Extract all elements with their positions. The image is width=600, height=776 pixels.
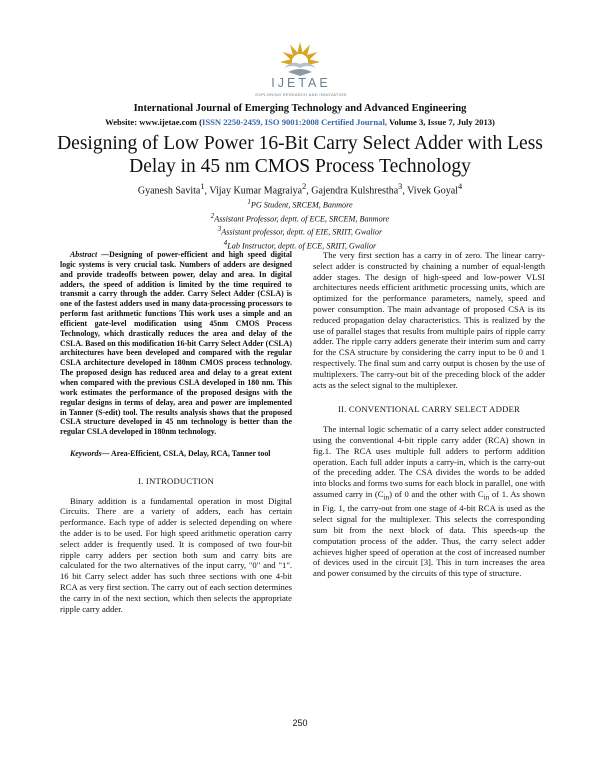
- author-sup: 4: [457, 182, 463, 191]
- abstract-label: Abstract: [70, 250, 98, 259]
- author-name: Gyanesh Savita: [137, 185, 201, 197]
- page-number: 250: [292, 718, 308, 728]
- keywords-label: Keywords—: [70, 449, 110, 459]
- author-name: Gajendra Kulshrestha: [311, 185, 399, 197]
- affiliation: $^1$PG Student, SRCEM, Banmore: [247, 199, 353, 210]
- right-column: [313, 250, 545, 579]
- author-list: Gyanesh Savita$^1$, Vijay Kumar Magraiya$^2$, Gajendra Kulshrestha$^3$, Vivek Goyal$^4$: [137, 182, 463, 197]
- keywords-text: Area-Efficient, CSLA, Delay, RCA, Tanner tool: [109, 449, 271, 459]
- affiliation-list: [0, 197, 600, 252]
- abstract-text: —Designing of power-efficient and high speed digital logic systems is very crucial task. Numbers of adders are designed and provide tradeoffs between power, delay and area. In digital adders, the speed of addition is limited by the time required to transmit a carry through the adder. Carry Select Adder (CSLA) is one of the fastest adders used in many data-processing processors to perform fast arithmetic functions This work uses a simple and an efficient gate-level modification using 45nm CMOS Process Technology, which drastically reduces the area and delay of the CSLA. Based on this modification 16-bit Carry Select Adder (CSLA) architectures have been developed and compared with the regular CSLA architecture developed in 180nm CMOS process technology. The proposed design has reduced area and delay to a great extent when compared with the previous CSLA developed in 180 nm. This work estimates the performance of the proposed designs with the regular designs in terms of delay, area and power are implemented in Tanner (S-edit) tool. The results analysis shows that the proposed CSLA structure developed in 45 nm technology is better than the regular CSLA developed in 180nm technology.: [60, 250, 292, 437]
- author-sup: 1: [200, 182, 205, 191]
- logo-subtext: EXPLORING RESEARCH AND INNOVATION: [255, 92, 347, 97]
- abstract: [60, 250, 292, 437]
- author-sup: 3: [398, 182, 403, 191]
- section-heading-conventional-csa: II. CONVENTIONAL CARRY SELECT ADDER: [337, 404, 521, 415]
- logo-text: IJETAE: [271, 76, 331, 90]
- paper-title: Designing of Low Power 16-Bit Carry Select Adder with Less Delay in 45 nm CMOS Process Technology: [57, 133, 543, 177]
- left-column: [60, 250, 292, 614]
- journal-website: [0, 117, 600, 127]
- affiliation: $^3$Assistant professor, deptt. of EIE, SRIIT, Gwalior: [217, 226, 383, 238]
- affiliation: $^4$Lab Instructor, deptt. of ECE, SRIIT, Gwalior: [223, 240, 377, 251]
- author-name: Vijay Kumar Magraiya: [209, 185, 303, 197]
- author-sup: 2: [302, 182, 307, 191]
- website-suffix: Volume 3, Issue 7, July 2013): [386, 117, 495, 127]
- right-paragraph-2: The internal logic schematic of a carry select adder constructed using the conventional 4-bit ripple carry adder (RCA) shown in fig.1. The RCA uses multiple full adders to perform addition operation. Each full adder inputs a carry-in, which is the carry-out of the preceding adder. The CSA divides the words to be added into blocks and forms two sums for each block in parallel, one with assumed carry in $(C_{in})$ of 0 and the other with $C_{in}$ of 1. As shown in Fig. 1, the carry-out from one stage of 4-bit RCA is used as the select signal for the multiplexer. This selects the corresponding sum bit from the next block of data. This speeds-up the computation process of the adder. Thus, the carry select adder achieves higher speed of operation at the cost of increased number of devices used in the circuit [3]. This in turn increases the area and power consumed by the circuits of this type of structure.: [313, 424, 545, 579]
- author-name: Vivek Goyal: [407, 185, 458, 197]
- website-prefix: Website: www.ijetae.com (: [105, 117, 202, 127]
- keywords: [60, 449, 292, 459]
- affiliation: $^2$Assistant Professor, deptt. of ECE, SRCEM, Banmore: [210, 212, 390, 224]
- journal-name: International Journal of Emerging Technology and Advanced Engineering: [133, 103, 467, 114]
- section-heading-introduction: I. INTRODUCTION: [138, 475, 214, 486]
- issn-link[interactable]: ISSN 2250-2459, ISO 9001:2008 Certified Journal,: [201, 117, 387, 127]
- intro-paragraph: Binary addition is a fundamental operation in most Digital Circuits. There are a variety of adders, each has certain performance. Each type of adder is selected depending on where the adder is to be used. For high speed arithmetic operation carry select adder is frequently used. It is composed of two four-bit ripple carry adders per section both sum and carry bits are calculated for the two alternatives of the input carry, "0" and "1". 16 bit Carry select adder has such three sections with one 4-bit RCA as very first section. The carry out of each section determines the carry in of the next section, which then selects the appropriate ripple carry adder.: [60, 495, 292, 614]
- right-paragraph-1: The very first section has a carry in of zero. The linear carry-select adder is constructed by chaining a number of equal-length adder stages. The design of high-speed and low-power VLSI architectures needs efficient arithmetic processing units, which are optimized for the performance parameters, namely, speed and power consumption. The main advantage of proposed CSA is its reduced propagation delay characteristics. This is realized by the use of parallel stages that results from multiple pairs of ripple carry adder. The ripple carry adders generate their interim sum and carry for the CSA structure by considering the carry input to be 0 and 1 respectively. The final sum and carry output is chosen by the use of multiplexers. The carry-out bit of the preceding block of the adder acts as the select signal to the multiplexer.: [313, 250, 545, 390]
